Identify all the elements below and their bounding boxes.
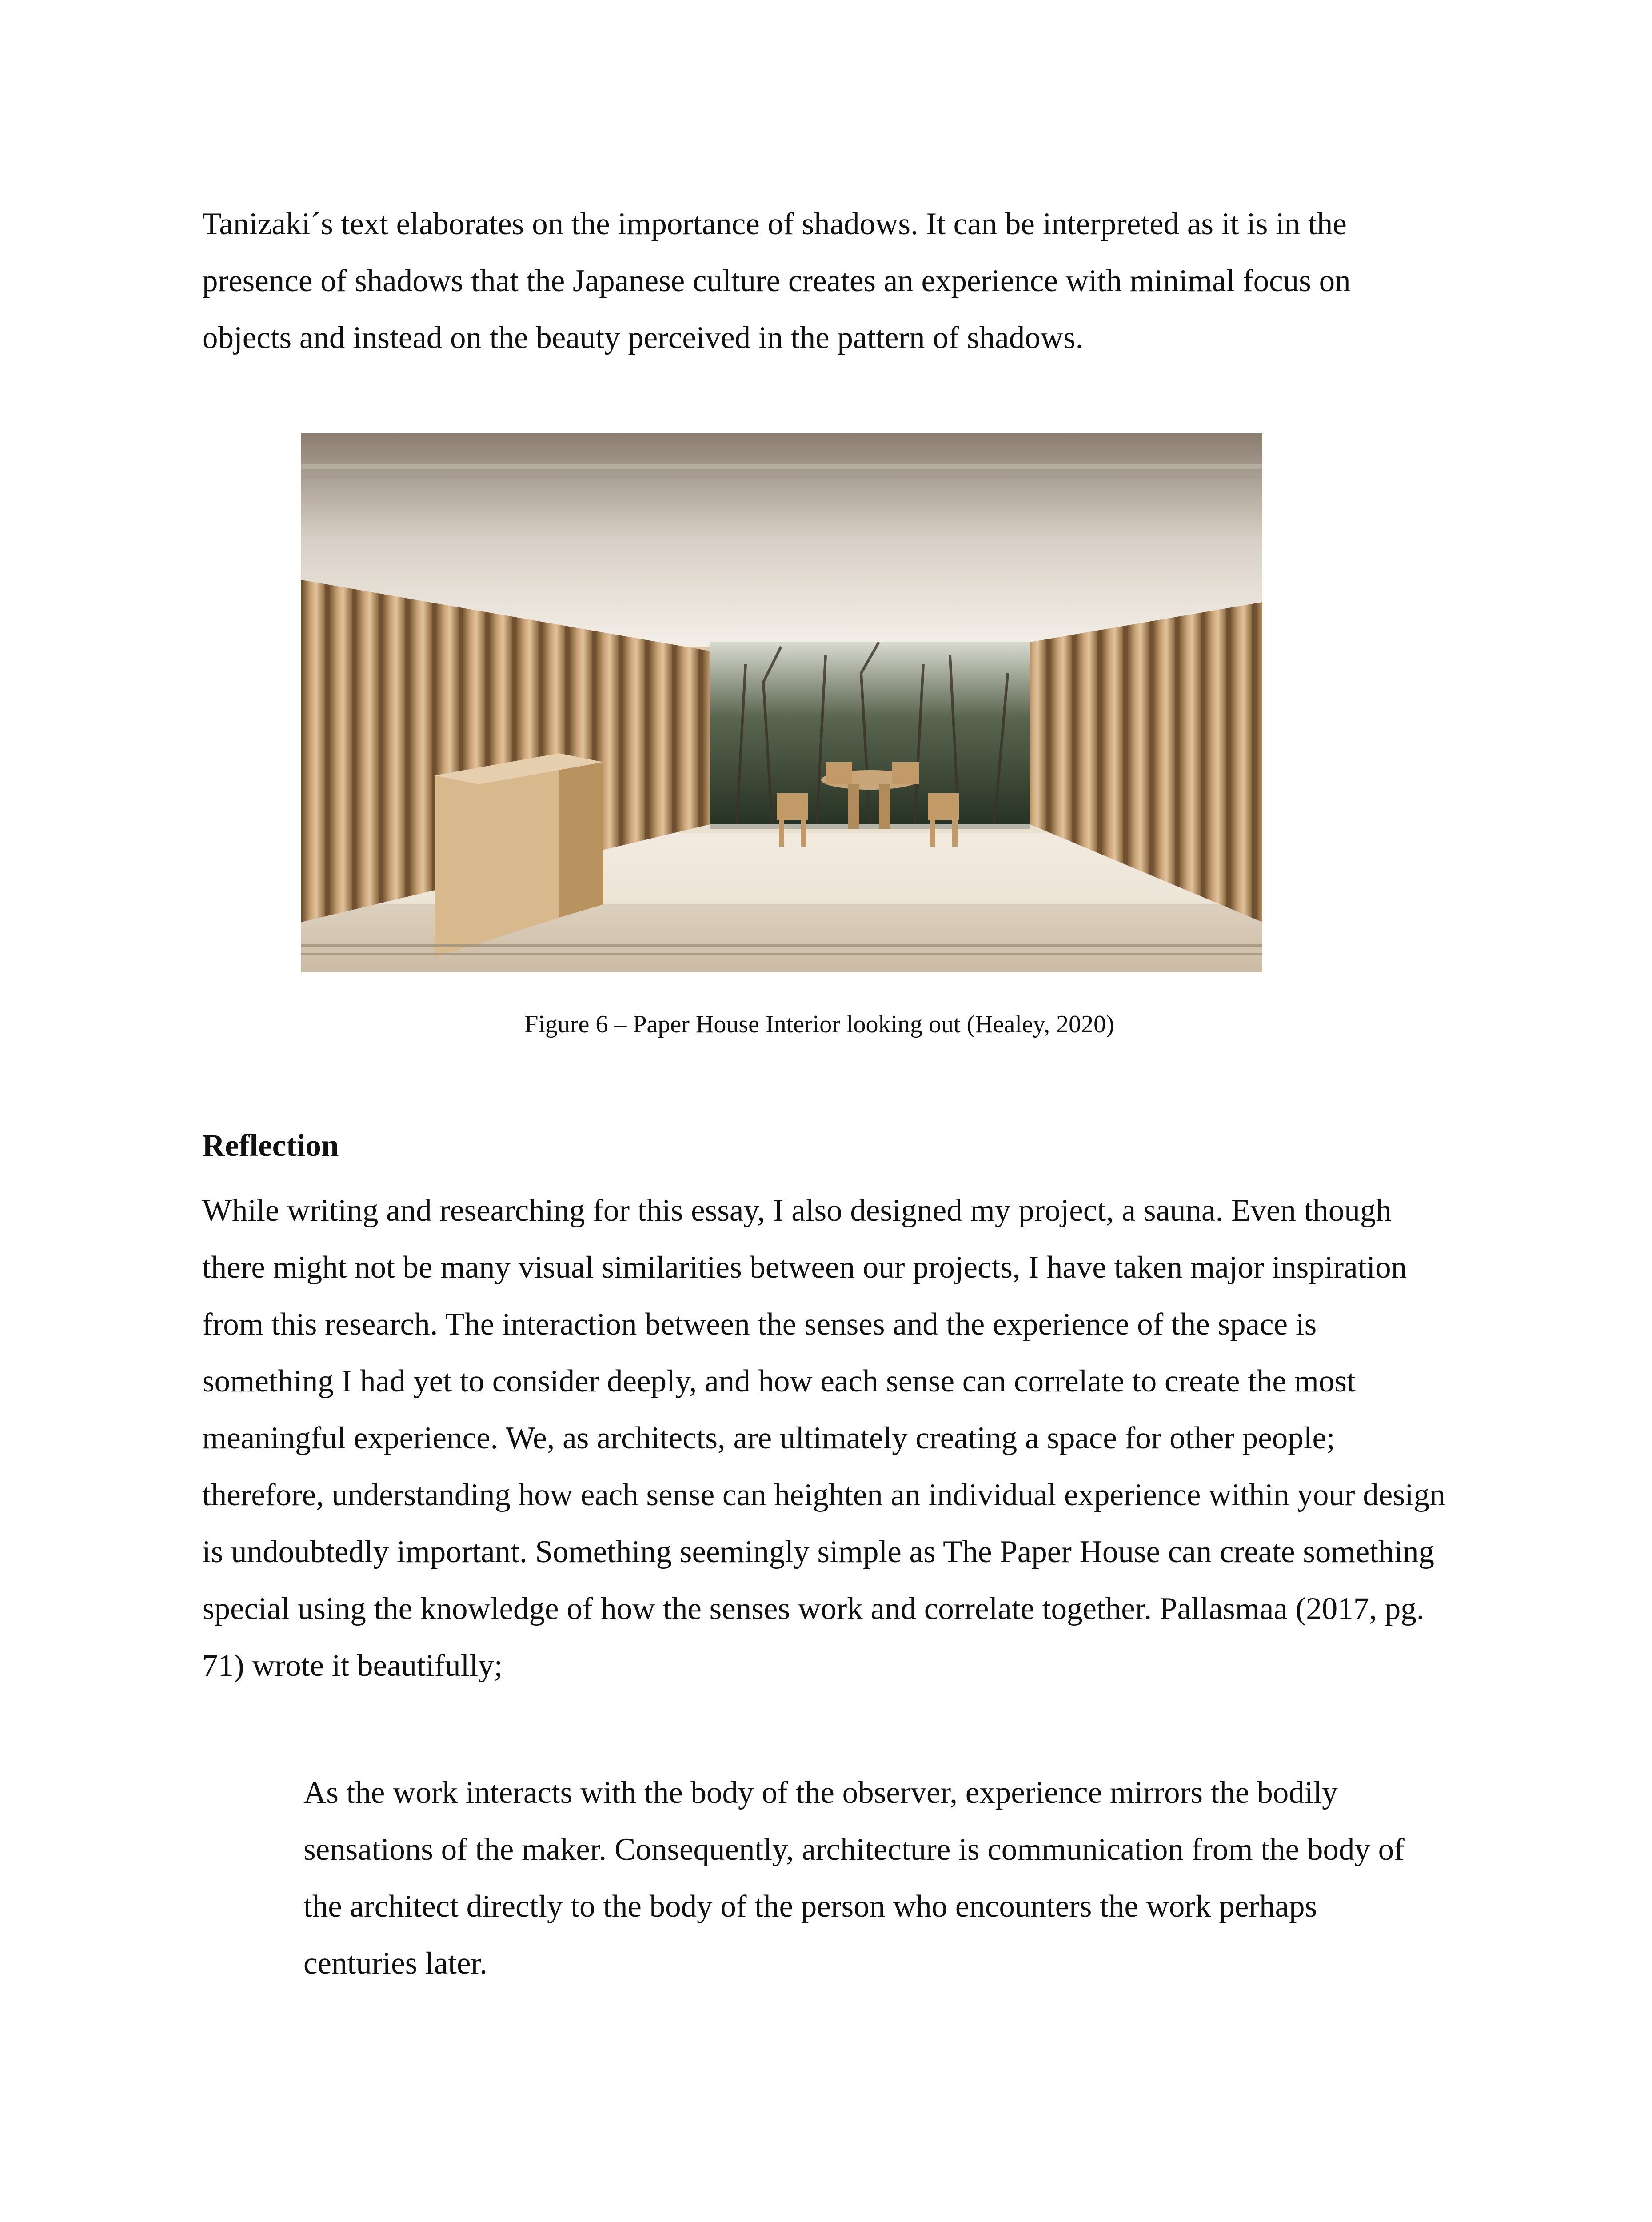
reflection-paragraph: While writing and researching for this essay, I also designed my project, a sauna. Even though there might not be many visual similarities between our projects, I have taken major inspiration from this research. The interaction between the senses and the experience of the space is something I had yet to consider deeply, and how each sense can correlate to create the most meaningful experience. We, as architects, are ultimately creating a space for other people; therefore, understanding how each sense can heighten an individual experience within your design is undoubtedly important. Something seemingly simple as The Paper House can create something special using the knowledge of how the senses work and correlate together. Pallasmaa (2017, pg. 71) wrote it beautifully; (202, 1193, 1445, 1683)
intro-paragraph: Tanizaki´s text elaborates on the importance of shadows. It can be interpreted as it is in the presence of shadows that the Japanese culture creates an experience with minimal focus on objects and instead on the beauty perceived in the pattern of shadows. (202, 207, 1351, 355)
block-quote: As the work interacts with the body of the observer, experience mirrors the bodily sensations of the maker. Consequently, architecture is communication from the body of the architect directly to the body of the person who encounters the work perhaps centuries later. (303, 1775, 1405, 1981)
section-heading: Reflection (202, 1128, 339, 1163)
paper-house-interior-photo (301, 433, 1262, 972)
figure-caption: Figure 6 – Paper House Interior looking out (Healey, 2020) (524, 1011, 1114, 1038)
